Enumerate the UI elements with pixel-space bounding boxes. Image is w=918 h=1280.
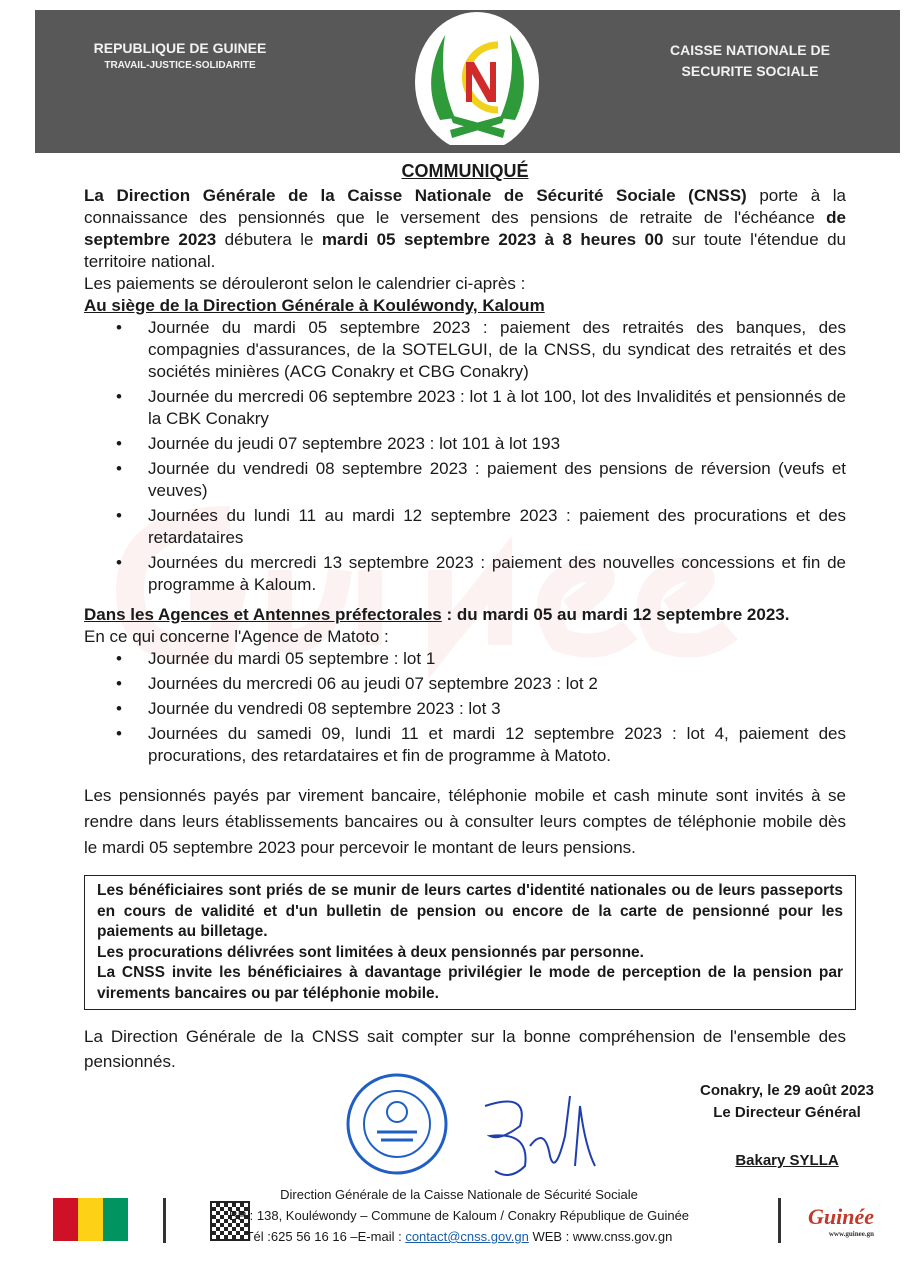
- signature-block: [700, 1080, 874, 1172]
- footer-web: WEB : www.cnss.gov.gn: [528, 1229, 673, 1244]
- place-date: Conakry, le 29 août 2023: [700, 1082, 874, 1099]
- motto: TRAVAIL-JUSTICE-SOLIDARITE: [104, 60, 256, 71]
- list-item: • Journée du jeudi 07 septembre 2023 : lot 101 à lot 193: [84, 433, 846, 455]
- page-title: COMMUNIQUÉ: [401, 161, 529, 181]
- intro-bold-3: mardi 05 septembre 2023 à 8 heures 00: [321, 230, 664, 249]
- handwritten-signature: [470, 1086, 620, 1181]
- closing-paragraph: La Direction Générale de la CNSS sait compter sur la bonne compréhension de l'ensemble des pensionnés.: [84, 1027, 846, 1071]
- email-link[interactable]: contact@cnss.gov.gn: [405, 1229, 529, 1244]
- signatory-name: Bakary SYLLA: [735, 1152, 839, 1169]
- institution-title-1: CAISSE NATIONALE DE: [670, 42, 830, 58]
- intro-paragraph: [84, 185, 846, 273]
- notice-line: Les bénéficiaires sont priés de se munir de leurs cartes d'identité nationales ou de leurs passeports en cours de validité et d'un bulletin de pension ou encore de la carte de pensionné pour les paiements au billetage.: [97, 882, 843, 940]
- footer-line-1: Direction Générale de la Caisse Nationale de Sécurité Sociale: [280, 1187, 638, 1202]
- siege-heading: Au siège de la Direction Générale à Kouléwondy, Kaloum: [84, 296, 545, 315]
- intro-text-1: porte à la connaissance des pensionnés que le versement des pensions de retraite de l'échéance: [84, 186, 846, 227]
- list-item: • Journées du samedi 09, lundi 11 et mardi 12 septembre 2023 : lot 4, paiement des procurations, des retardataires et fin de programme à Matoto.: [84, 723, 846, 767]
- list-item: • Journée du vendredi 08 septembre 2023 : lot 3: [84, 698, 846, 720]
- virement-paragraph: Les pensionnés payés par virement bancaire, téléphonie mobile et cash minute sont invités à se rendre dans leurs établissements bancaires ou à consulter leurs comptes de téléphonie mobile dès le mardi 05 septembre 2023 pour percevoir le montant de leurs pensions.: [84, 786, 846, 857]
- signature-area: [84, 1080, 874, 1180]
- intro-bold-1: La Direction Générale de la Caisse Nationale de Sécurité Sociale (CNSS): [84, 186, 747, 205]
- intro-text-3: sur toute l'étendue du territoire national.: [84, 230, 846, 271]
- brand-url: www.guinee.gn: [828, 1230, 874, 1238]
- footer-phone: Tél :625 56 16 16 –E-mail :: [245, 1229, 406, 1244]
- intro-text-2: débutera le: [216, 230, 322, 249]
- divider: [778, 1198, 781, 1243]
- list-item: • Journées du mercredi 13 septembre 2023 : paiement des nouvelles concessions et fin de programme à Kaloum.: [84, 552, 846, 596]
- list-item: • Journée du mardi 05 septembre 2023 : paiement des retraités des banques, des compagnies d'assurances, de la SOTELGUI, de la CNSS, du syndicat des retraités et des sociétés minières (ACG Conakry et CBG Conakry): [84, 317, 846, 383]
- notice-box: [84, 875, 856, 1010]
- intro-bold-2: de septembre 2023: [84, 208, 846, 249]
- matoto-list: [84, 648, 846, 767]
- agences-section: [84, 604, 846, 767]
- agences-dates: : du mardi 05 au mardi 12 septembre 2023.: [441, 605, 790, 624]
- institution-title-2: SECURITE SOCIALE: [681, 63, 819, 79]
- list-item: • Journée du mardi 05 septembre : lot 1: [84, 648, 846, 670]
- siege-list: [84, 317, 846, 596]
- notice-line: La CNSS invite les bénéficiaires à davantage privilégier le mode de perception de la pension par virements bancaires ou par téléphonie mobile.: [97, 964, 843, 1002]
- list-item: • Journée du mercredi 06 septembre 2023 : lot 1 à lot 100, lot des Invalidités et pensionnés de la CBK Conakry: [84, 386, 846, 430]
- agences-heading: Dans les Agences et Antennes préfectorales: [84, 605, 442, 624]
- republic-title: REPUBLIQUE DE GUINEE: [93, 40, 267, 56]
- signatory-role: Le Directeur Général: [713, 1104, 861, 1121]
- notice-line: Les procurations délivrées sont limitées à deux pensionnés par personne.: [97, 943, 644, 961]
- list-item: • Journée du vendredi 08 septembre 2023 : paiement des pensions de réversion (veufs et veuves): [84, 458, 846, 502]
- intro: [84, 185, 846, 596]
- list-item: • Journées du mercredi 06 au jeudi 07 septembre 2023 : lot 2: [84, 673, 846, 695]
- footer-area: [0, 1184, 918, 1256]
- guinee-brand-logo: [808, 1204, 874, 1238]
- matoto-intro: En ce qui concerne l'Agence de Matoto :: [84, 627, 389, 646]
- brand-name: Guinée: [808, 1204, 874, 1229]
- footer-line-2: BP : 138, Kouléwondy – Commune de Kaloum / Conakry République de Guinée: [228, 1208, 690, 1223]
- official-stamp: [345, 1072, 450, 1177]
- schedule-intro: Les paiements se dérouleront selon le calendrier ci-après :: [84, 274, 526, 293]
- list-item: • Journées du lundi 11 au mardi 12 septembre 2023 : paiement des procurations et des retardataires: [84, 505, 846, 549]
